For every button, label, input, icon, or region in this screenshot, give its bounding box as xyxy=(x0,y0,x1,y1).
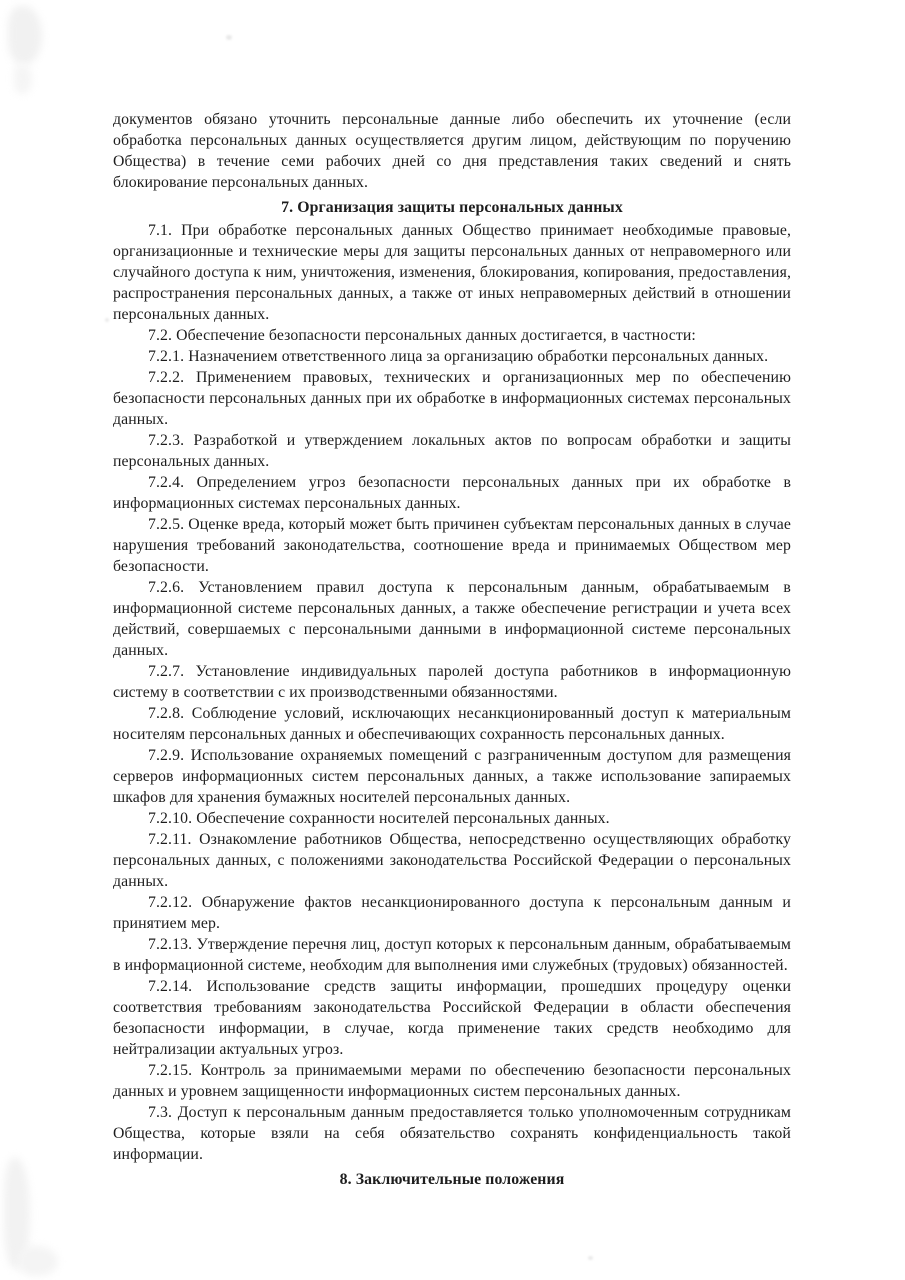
paragraph: 7.2.2. Применением правовых, технических и организационных мер по обеспечению безопасности персональных данных при их обработке в информационных системах персональных данных. xyxy=(113,369,791,428)
paragraph: 7.2.6. Установлением правил доступа к персональным данным, обрабатываемым в информационной системе персональных данных, а также обеспечение регистрации и учета всех действий, совершаемых с персональными данными в информационной системе персональных данных. xyxy=(113,579,791,659)
paragraph: 7.2.15. Контроль за принимаемыми мерами по обеспечению безопасности персональных данных и уровнем защищенности информационных систем персональных данных. xyxy=(113,1062,791,1100)
paragraph: 7.2.10. Обеспечение сохранности носителей персональных данных. xyxy=(148,810,610,827)
paragraph: 7.2.9. Использование охраняемых помещений с разграниченным доступом для размещения серверов информационных систем персональных данных, а также использование запираемых шкафов для хранения бумажных носителей персональных данных. xyxy=(113,747,791,806)
paragraph: 7.3. Доступ к персональным данным предоставляется только уполномоченным сотрудникам Общества, которые взяли на себя обязательство сохранять конфиденциальность такой информации. xyxy=(113,1104,791,1163)
paragraph: 7.2.13. Утверждение перечня лиц, доступ которых к персональным данным, обрабатываемым в информационной системе, необходим для выполнения ими служебных (трудовых) обязанностей. xyxy=(113,936,791,974)
paragraph: 7.2.14. Использование средств защиты информации, прошедших процедуру оценки соответствия требованиям законодательства Российской Федерации в области обеспечения безопасности информации, в случае, когда применение таких средств необходимо для нейтрализации актуальных угроз. xyxy=(113,978,791,1058)
paragraph: 7.2.5. Оценке вреда, который может быть причинен субъектам персональных данных в случае нарушения требований законодательства, соотношение вреда и принимаемых Обществом мер безопасности. xyxy=(113,516,791,575)
scan-speck xyxy=(588,1256,593,1260)
scan-speck xyxy=(105,318,109,322)
scan-smudge xyxy=(14,64,32,94)
paragraph: 7.2.1. Назначением ответственного лица за организацию обработки персональных данных. xyxy=(148,348,769,365)
paragraph: 7.2.3. Разработкой и утверждением локальных актов по вопросам обработки и защиты персональных данных. xyxy=(113,432,791,470)
paragraph: 7.2.7. Установление индивидуальных паролей доступа работников в информационную систему в соответствии с их производственными обязанностями. xyxy=(113,663,791,701)
scan-smudge xyxy=(4,1158,30,1268)
paragraph: 7.1. При обработке персональных данных Общество принимает необходимые правовые, организационные и технические меры для защиты персональных данных от неправомерного или случайного доступа к ним, уничтожения, изменения, блокирования, копирования, предоставления, распространения персональных данных, а также от иных неправомерных действий в отношении персональных данных. xyxy=(113,222,791,323)
section-heading: 8. Заключительные положения xyxy=(339,1171,565,1188)
scan-speck xyxy=(226,35,232,40)
paragraph: документов обязано уточнить персональные данные либо обеспечить их уточнение (если обработка персональных данных осуществляется другим лицом, действующим по поручению Общества) в течение семи рабочих дней со дня представления таких сведений и снять блокирование персональных данных. xyxy=(113,111,791,191)
paragraph: 7.2.4. Определением угроз безопасности персональных данных при их обработке в информационных системах персональных данных. xyxy=(113,474,791,512)
paragraph: 7.2.8. Соблюдение условий, исключающих несанкционированный доступ к материальным носителям персональных данных и обеспечивающих сохранность персональных данных. xyxy=(113,705,791,743)
scan-smudge xyxy=(8,6,42,64)
scan-smudge xyxy=(18,1246,58,1276)
paragraph: 7.2.12. Обнаружение фактов несанкционированного доступа к персональным данным и принятием мер. xyxy=(113,894,791,932)
section-heading: 7. Организация защиты персональных данных xyxy=(281,199,623,216)
paragraph: 7.2.11. Ознакомление работников Общества, непосредственно осуществляющих обработку персональных данных, с положениями законодательства Российской Федерации о персональных данных. xyxy=(113,831,791,890)
paragraph: 7.2. Обеспечение безопасности персональных данных достигается, в частности: xyxy=(148,327,696,344)
document-body xyxy=(113,109,791,1192)
